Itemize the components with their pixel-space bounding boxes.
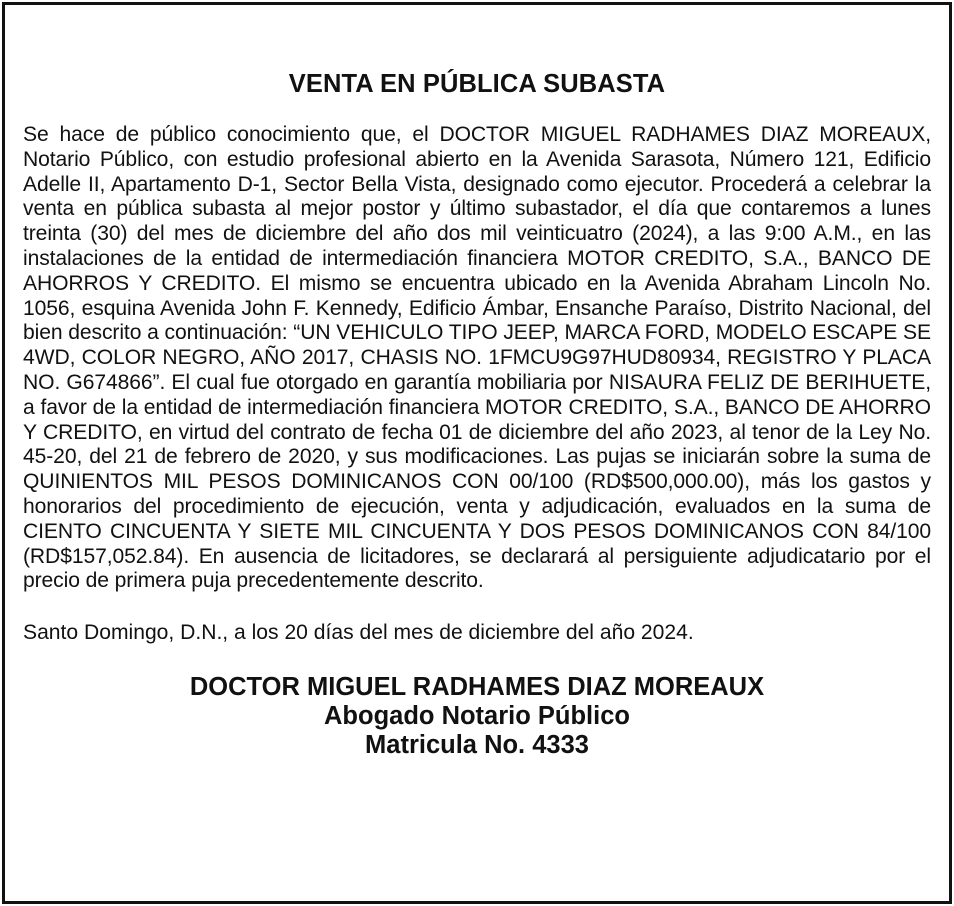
notice-content — [23, 5, 931, 760]
notice-body: Se hace de público conocimiento que, el DOCTOR MIGUEL RADHAMES DIAZ MOREAUX, Notario Público, con estudio profesional abierto en la Avenida Sarasota, Número 121, Edificio Adelle II, Apartamento D-1, Sector Bella Vista, designado como ejecutor. Procederá a celebrar la venta en pública subasta al mejor postor y último subastador, el día que contaremos a lunes treinta (30) del mes de diciembre del año dos mil veinticuatro (2024), a las 9:00 A.M., en las instalaciones de la entidad de intermediación financiera MOTOR CREDITO, S.A., BANCO DE AHORROS Y CREDITO. El mismo se encuentra ubicado en la Avenida Abraham Lincoln No. 1056, esquina Avenida John F. Kennedy, Edificio Ámbar, Ensanche Paraíso, Distrito Nacional, del bien descrito a continuación: “UN VEHICULO TIPO JEEP, MARCA FORD, MODELO ESCAPE SE 4WD, COLOR NEGRO, AÑO 2017, CHASIS NO. 1FMCU9G97HUD80934, REGISTRO Y PLACA NO. G674866”. El cual fue otorgado en garantía mobiliaria por NISAURA FELIZ DE BERIHUETE, a favor de la entidad de intermediación financiera MOTOR CREDITO, S.A., BANCO DE AHORRO Y CREDITO, en virtud del contrato de fecha 01 de diciembre del año 2023, al tenor de la Ley No. 45-20, del 21 de febrero de 2020, y sus modificaciones. Las pujas se iniciarán sobre la suma de QUINIENTOS MIL PESOS DOMINICANOS CON 00/100 (RD$500,000.00), más los gastos y honorarios del procedimiento de ejecución, venta y adjudicación, evaluados en la suma de CIENTO CINCUENTA Y SIETE MIL CINCUENTA Y DOS PESOS DOMINICANOS CON 84/100 (RD$157,052.84). En ausencia de licitadores, se declarará al persiguiente adjudicatario por el precio de primera puja precedentemente descrito. — [23, 123, 931, 593]
notice-date-line: Santo Domingo, D.N., a los 20 días del mes de diciembre del año 2024. — [23, 621, 694, 645]
signature-registration: Matricula No. 4333 — [365, 730, 589, 759]
signature-role: Abogado Notario Público — [324, 701, 630, 730]
notice-title: VENTA EN PÚBLICA SUBASTA — [288, 70, 666, 98]
signature-name: DOCTOR MIGUEL RADHAMES DIAZ MOREAUX — [189, 672, 765, 701]
notice-frame — [2, 2, 952, 904]
signature-block — [23, 673, 931, 760]
